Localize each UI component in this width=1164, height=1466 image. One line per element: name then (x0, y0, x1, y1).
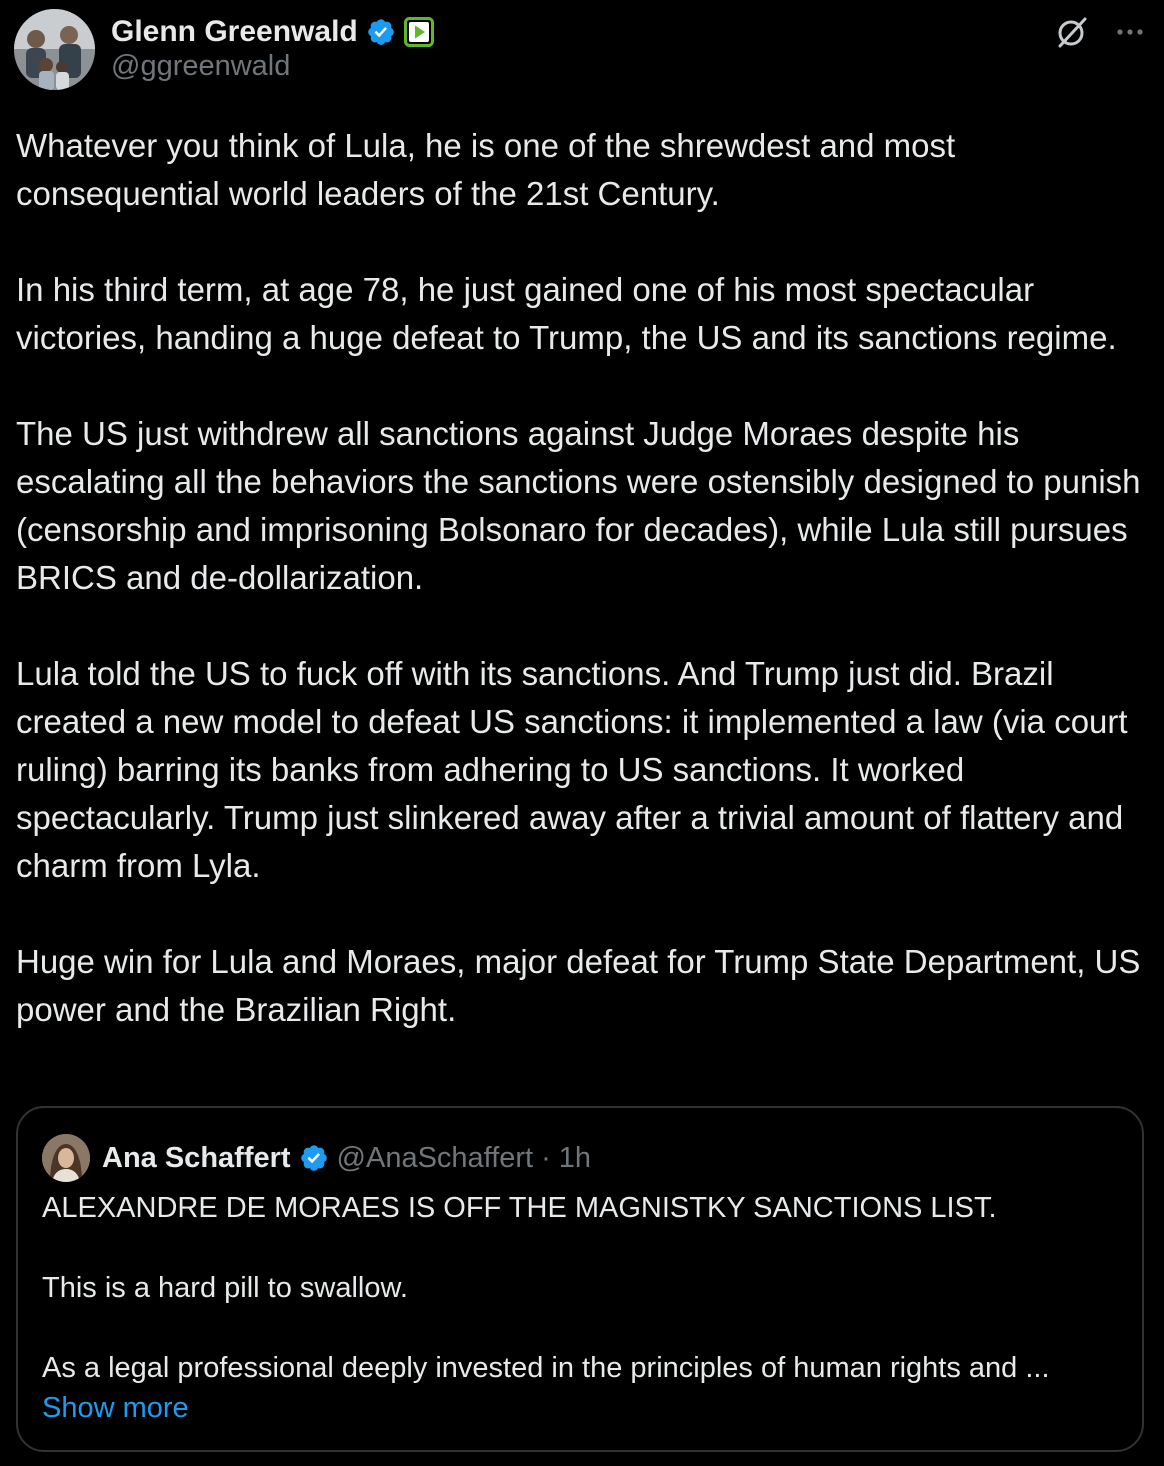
tweet-paragraph: The US just withdrew all sanctions against Judge Moraes despite his escalating all the behaviors the sanctions were ostensibly designed to punish (censorship and imprisoning Bolsonaro for decades), while Lula still pursues BRICS and de-dollarization. (16, 415, 1141, 596)
quoted-author-handle[interactable]: @AnaSchaffert (336, 1141, 534, 1174)
tweet-paragraph: Whatever you think of Lula, he is one of the shrewdest and most consequential world leaders of the 21st Century. (16, 127, 956, 212)
author-handle[interactable]: @ggreenwald (111, 50, 291, 82)
tweet-paragraph: In his third term, at age 78, he just gained one of his most spectacular victories, handing a huge defeat to Trump, the US and its sanctions regime. (16, 271, 1117, 356)
show-more-link[interactable]: Show more (42, 1392, 189, 1424)
tweet-paragraph: Huge win for Lula and Moraes, major defeat for Trump State Department, US power and the Brazilian Right. (16, 943, 1141, 1028)
quoted-tweet-time[interactable]: 1h (558, 1141, 592, 1174)
quoted-tweet-text (42, 1188, 1122, 1428)
more-icon (1113, 15, 1147, 49)
quoted-author-name[interactable]: Ana Schaffert (102, 1141, 291, 1174)
author-avatar[interactable] (14, 9, 95, 90)
verified-badge-icon (366, 17, 396, 47)
quoted-paragraph: This is a hard pill to swallow. (42, 1272, 408, 1304)
author-name-row (111, 12, 434, 52)
tweet-top-actions (1054, 14, 1148, 50)
grok-button[interactable] (1054, 14, 1090, 50)
tweet-text (16, 122, 1156, 1034)
author-name[interactable]: Glenn Greenwald (111, 15, 358, 48)
grok-icon (1055, 15, 1089, 49)
group-photo-avatar-icon (14, 9, 95, 90)
more-options-button[interactable] (1112, 14, 1148, 50)
portrait-avatar-icon (42, 1134, 90, 1182)
subscription-badge-icon (404, 17, 434, 47)
quoted-tweet-header (42, 1136, 591, 1180)
header-separator: · (541, 1141, 551, 1174)
quoted-tweet-card[interactable] (16, 1106, 1144, 1452)
quoted-author-avatar[interactable] (42, 1134, 90, 1182)
tweet-paragraph: Lula told the US to fuck off with its sanctions. And Trump just did. Brazil created a new model to defeat US sanctions: it implemented a law (via court ruling) barring its banks from adhering to US sanctions. It worked spectacularly. Trump just slinkered away after a trivial amount of flattery and charm from Lyla. (16, 655, 1128, 884)
verified-badge-icon (299, 1143, 329, 1173)
quoted-paragraph: ALEXANDRE DE MORAES IS OFF THE MAGNISTKY SANCTIONS LIST. (42, 1192, 997, 1224)
quoted-paragraph: As a legal professional deeply invested in the principles of human rights and ... (42, 1352, 1050, 1384)
